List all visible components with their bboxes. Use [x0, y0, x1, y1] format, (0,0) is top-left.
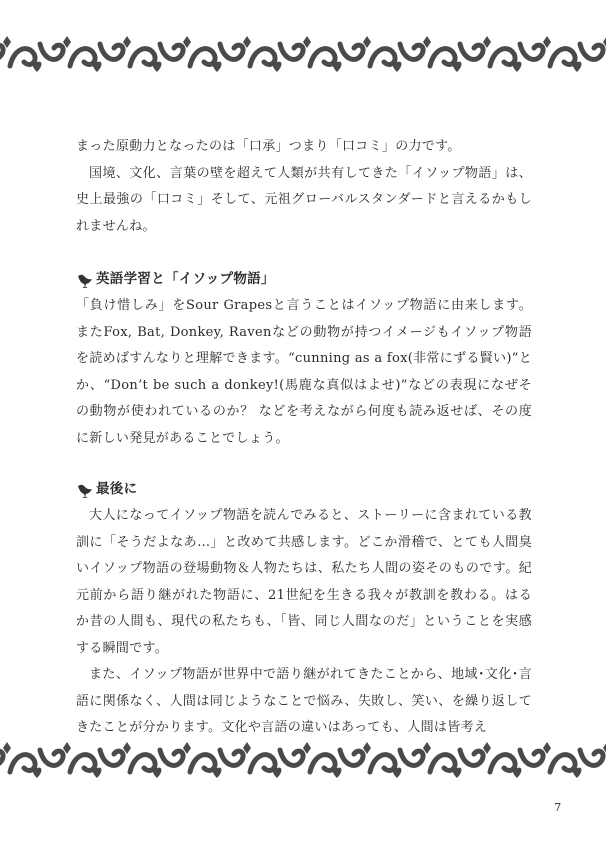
ornament-scroll	[250, 755, 275, 772]
ornament-heart	[93, 62, 102, 72]
ornament-scroll	[490, 49, 515, 66]
ornament-scroll	[280, 750, 303, 765]
ornament-scroll	[10, 49, 35, 66]
ornament-scroll	[250, 49, 275, 66]
ornament-scroll	[520, 750, 543, 765]
ornament-scroll	[550, 49, 575, 66]
section-heading-text: 英語学習と「イソップ物語」	[96, 271, 275, 287]
ornament-scroll	[160, 44, 183, 59]
ornament-heart	[33, 768, 42, 778]
bottom-ornamental-border	[0, 734, 606, 788]
page-body	[76, 134, 532, 742]
ornament-scroll	[190, 49, 215, 66]
ornament-scroll	[430, 49, 455, 66]
ornament-scroll	[310, 49, 335, 66]
ornament-heart	[573, 768, 582, 778]
ornament-scroll	[160, 750, 183, 765]
ornament-heart	[153, 768, 162, 778]
ornament-scroll	[370, 755, 395, 772]
ornament-scroll	[310, 755, 335, 772]
ornament-scroll	[580, 44, 603, 59]
ornament-scroll	[340, 44, 363, 59]
ornament-heart	[93, 768, 102, 778]
ornament-scroll	[400, 44, 423, 59]
ornament-scroll	[0, 44, 3, 59]
paragraph: 大人になってイソップ物語を読んでみると、ストーリーに含まれている教訓に「そうだよなあ…」と改めて共感します。どこか滑稽で、とても人間臭いイソップ物語の登場動物＆人物たちは、私たち人間の姿そのものです。紀元前から語り継がれた物語に、21世紀を生きる我々が教訓を教わる。はるか昔の人間も、現代の私たちも、「皆、同じ人間なのだ」ということを実感する瞬間です。	[76, 508, 532, 656]
ornament-scroll	[490, 755, 515, 772]
ornament-heart	[33, 62, 42, 72]
ornament-heart	[333, 768, 342, 778]
section-heading-english-learning	[76, 266, 532, 293]
ornament-heart	[573, 62, 582, 72]
ornament-scroll	[0, 750, 3, 765]
page-number: 7	[554, 800, 562, 814]
ornament-scroll	[40, 750, 63, 765]
paragraph: 「負け惜しみ」をSour Grapesと言うことはイソップ物語に由来します。またFox, Bat, Donkey, Ravenなどの動物が持つイメージもイソップ物語を読めばすんなりと理解できます。“cunning as a fox(非常にずる賢い)”とか、“Don’t be such a donkey!(馬鹿な真似はよせ)”などの表現になぜその動物が使われているのか？ などを考えながら何度も読み返せば、その度に新しい発見があることでしょう。	[76, 298, 532, 446]
ornament-heart	[333, 62, 342, 72]
ornament-heart	[453, 768, 462, 778]
ornament-heart	[453, 62, 462, 72]
paragraph: また、イソップ物語が世界中で語り継がれてきたことから、地域･文化･言語に関係なく、人間は同じようなことで悩み、失敗し、笑い、を繰り返してきたことが分かります。文化や言語の違いはあっても、人間は皆考え	[76, 667, 532, 735]
ornament-heart	[513, 768, 522, 778]
ornament-scroll	[340, 750, 363, 765]
ornament-scroll	[370, 49, 395, 66]
bird-icon	[76, 482, 94, 498]
ornament-heart	[513, 62, 522, 72]
bird-icon	[76, 272, 94, 288]
ornament-scroll	[100, 750, 123, 765]
ornament-heart	[153, 62, 162, 72]
ornament-scroll	[10, 755, 35, 772]
ornament-scroll	[400, 750, 423, 765]
ornament-scroll	[40, 44, 63, 59]
ornament-scroll	[460, 44, 483, 59]
ornament-scroll	[550, 755, 575, 772]
ornament-scroll	[220, 44, 243, 59]
top-ornamental-border	[0, 28, 606, 82]
ornament-heart	[273, 62, 282, 72]
ornament-heart	[273, 768, 282, 778]
ornament-scroll	[580, 750, 603, 765]
ornament-heart	[213, 62, 222, 72]
ornament-scroll	[280, 44, 303, 59]
ornament-heart	[393, 62, 402, 72]
ornament-scroll	[220, 750, 243, 765]
ornament-scroll	[430, 755, 455, 772]
section-heading-conclusion	[76, 476, 532, 503]
ornament-heart	[213, 768, 222, 778]
paragraph: 国境、文化、言葉の壁を超えて人類が共有してきた「イソップ物語」は、史上最強の「口コミ」そして、元祖グローバルスタンダードと言えるかもしれませんね。	[76, 165, 532, 234]
paragraph: まった原動力となったのは「口承」つまり「口コミ」の力です。	[76, 139, 461, 154]
section-heading-text: 最後に	[96, 481, 138, 497]
ornament-heart	[393, 768, 402, 778]
ornament-scroll	[70, 755, 95, 772]
ornament-scroll	[130, 49, 155, 66]
ornament-scroll	[520, 44, 543, 59]
ornament-scroll	[130, 755, 155, 772]
ornament-scroll	[460, 750, 483, 765]
ornament-scroll	[100, 44, 123, 59]
ornament-scroll	[70, 49, 95, 66]
ornament-scroll	[190, 755, 215, 772]
